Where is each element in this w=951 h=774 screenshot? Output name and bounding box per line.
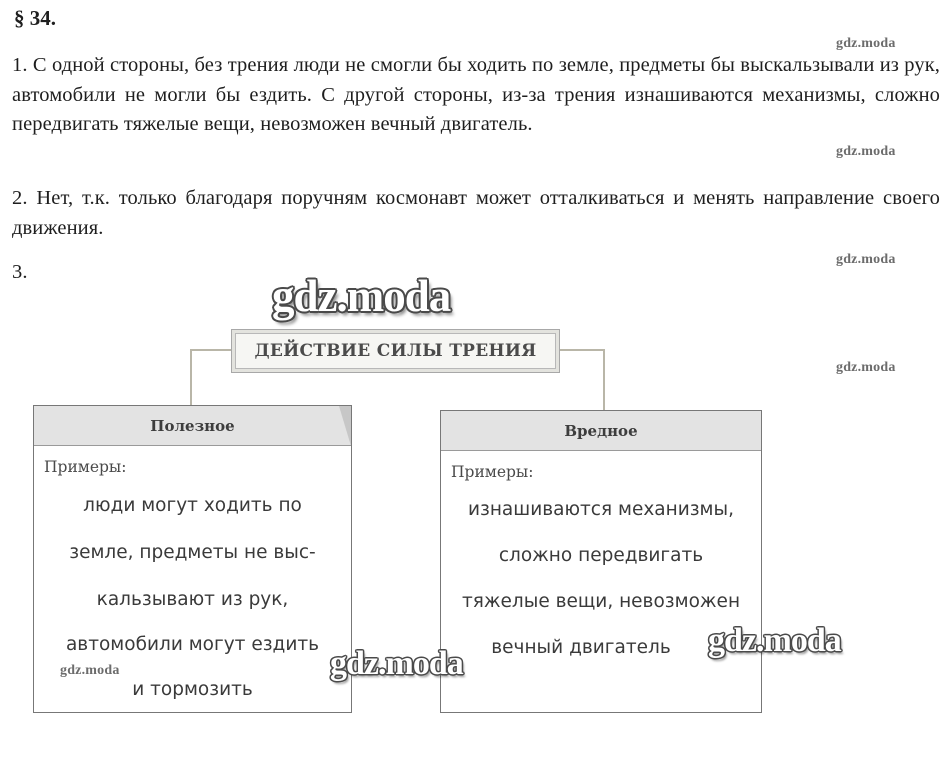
watermark-small: gdz.moda <box>60 663 120 678</box>
watermark-small: gdz.moda <box>836 36 896 51</box>
watermark-small: gdz.moda <box>836 144 896 159</box>
useful-example-line: кальзывают из рук, <box>96 589 289 610</box>
section-heading: § 34. <box>14 6 56 30</box>
connector-right-vertical <box>603 349 605 411</box>
answer-1: 1. С одной стороны, без трения люди не смогли бы ходить по земле, предметы бы выскальзывали из рук, автомобили не могли бы ездить. С другой стороны, из-за трения изнашиваются механизмы, сложно передвигать тяжелые вещи, невозможен вечный двигатель. <box>12 54 940 135</box>
useful-example-line: люди могут ходить по <box>83 495 302 516</box>
watermark-large: gdz.moda <box>708 622 841 659</box>
harmful-example-line: вечный двигатель <box>491 637 671 658</box>
diagram-title: ДЕЙСТВИЕ СИЛЫ ТРЕНИЯ <box>254 341 537 361</box>
diagram-title-box <box>231 329 560 373</box>
header-corner-decoration <box>339 406 351 446</box>
useful-example-line: и тормозить <box>132 679 253 700</box>
harmful-examples-label: Примеры: <box>451 463 534 481</box>
answer-2: 2. Нет, т.к. только благодаря поручням космонавт может отталкиваться и менять направление своего движения. <box>12 187 940 239</box>
harmful-heading: Вредное <box>441 411 761 451</box>
useful-heading: Полезное <box>34 406 351 446</box>
watermark-small: gdz.moda <box>836 360 896 375</box>
useful-example-line: земле, предметы не выс- <box>69 542 316 563</box>
harmful-example-line: изнашиваются механизмы, <box>467 499 735 520</box>
useful-examples-label: Примеры: <box>44 458 127 476</box>
useful-example-line: автомобили могут ездить <box>65 634 320 655</box>
watermark-large: gdz.moda <box>272 271 451 321</box>
answer-3-label: 3. <box>12 261 28 283</box>
connector-left-vertical <box>190 349 192 407</box>
harmful-example-line: сложно передвигать <box>498 545 704 566</box>
connector-right-horizontal <box>559 349 604 351</box>
watermark-small: gdz.moda <box>836 252 896 267</box>
harmful-example-line: тяжелые вещи, невозможен <box>461 591 741 612</box>
watermark-large: gdz.moda <box>330 645 463 682</box>
connector-left-horizontal <box>190 349 232 351</box>
harmful-box <box>440 410 762 713</box>
